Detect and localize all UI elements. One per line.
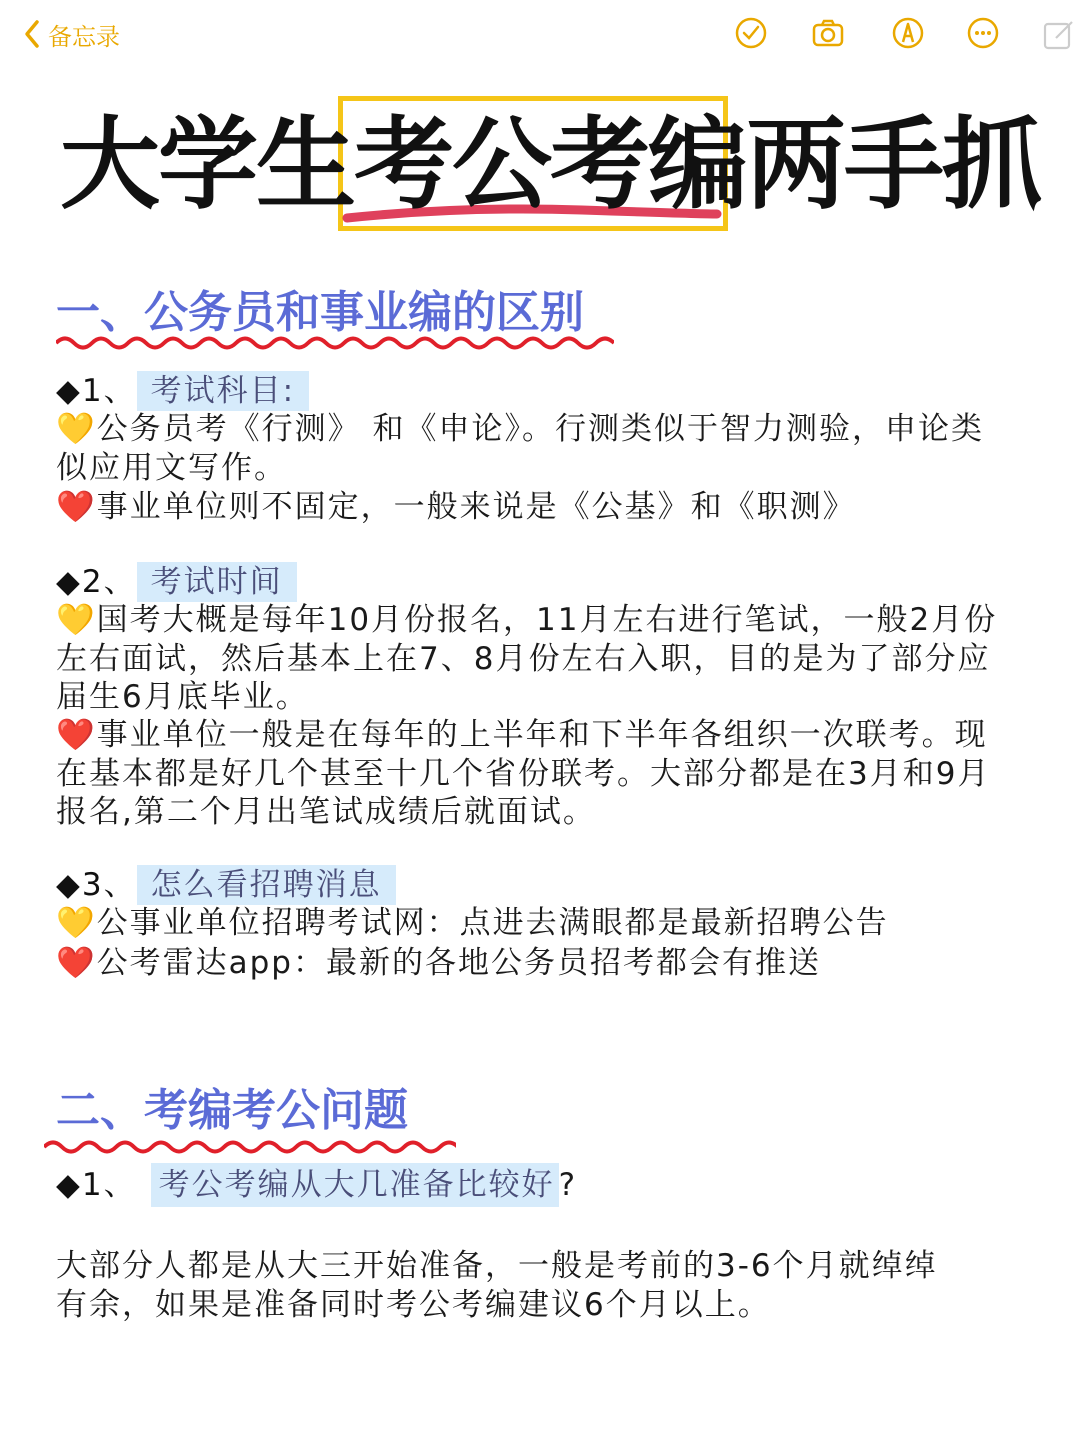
title-part-3: 两手抓 [746, 106, 1040, 223]
back-label[interactable]: 备忘录 [48, 22, 120, 51]
item-2-line-4: ❤️事业单位一般是在每年的上半年和下半年各组织一次联考。现 [56, 717, 988, 753]
question-1-suffix: ? [558, 1167, 578, 1203]
question-1-prefix: ◆1、 [56, 1167, 137, 1203]
answer-line-2: 有余，如果是准备同时考公考编建议6个月以上。 [56, 1287, 771, 1323]
chevron-left-icon [22, 19, 42, 49]
question-1-header [56, 1166, 577, 1204]
camera-icon [811, 16, 845, 50]
item-2-line-6: 报名,第二个月出笔试成绩后就面试。 [56, 794, 596, 830]
item-1-line-2: 似应用文写作。 [56, 450, 287, 486]
more-button[interactable] [966, 16, 1000, 50]
camera-button[interactable] [811, 16, 845, 50]
notes-toolbar [0, 0, 1080, 70]
question-1-label: 考公考编从大几准备比较好 [151, 1163, 559, 1207]
title-part-1: 大学生 [60, 106, 354, 223]
item-2-line-3: 届生6月底毕业。 [56, 679, 309, 715]
compose-button[interactable] [1042, 18, 1076, 52]
section-2-heading: 二、考编考公问题 [56, 1085, 408, 1136]
item-2-prefix: ◆2、 [56, 564, 137, 600]
markup-pen-icon [891, 16, 925, 50]
item-2-line-2: 左右面试，然后基本上在7、8月份左右入职，目的是为了部分应 [56, 641, 991, 677]
item-2-header [56, 563, 297, 601]
item-1-prefix: ◆1、 [56, 373, 137, 409]
section-1-wavy-underline [56, 334, 614, 352]
item-2-label: 考试时间 [137, 562, 297, 602]
item-3-prefix: ◆3、 [56, 867, 137, 903]
item-3-line-1: 💛公事业单位招聘考试网：点进去满眼都是最新招聘公告 [56, 905, 889, 941]
note-title [0, 90, 1080, 240]
checkmark-circle-icon [734, 16, 768, 50]
section-2-wavy-underline [44, 1138, 456, 1156]
section-1-heading: 一、公务员和事业编的区别 [56, 287, 584, 338]
item-3-line-2: ❤️公考雷达app：最新的各地公务员招考都会有推送 [56, 945, 821, 981]
item-2-line-1: 💛国考大概是每年10月份报名，11月左右进行笔试，一般2月份 [56, 602, 998, 638]
title-part-2: 考公考编 [354, 106, 746, 223]
item-2-line-5: 在基本都是好几个甚至十几个省份联考。大部分都是在3月和9月 [56, 756, 991, 792]
more-icon [966, 16, 1000, 50]
checklist-button[interactable] [734, 16, 768, 50]
item-1-header [56, 372, 309, 410]
item-1-line-1: 💛公务员考《行测》 和《申论》。行测类似于智力测验，申论类 [56, 411, 984, 447]
back-button[interactable] [22, 16, 120, 52]
markup-button[interactable] [891, 16, 925, 50]
answer-line-1: 大部分人都是从大三开始准备，一般是考前的3-6个月就绰绰 [56, 1248, 938, 1284]
item-3-header [56, 866, 396, 904]
item-1-label: 考试科目: [137, 371, 309, 411]
item-3-label: 怎么看招聘消息 [137, 865, 396, 905]
compose-icon [1042, 18, 1076, 52]
item-1-line-3: ❤️事业单位则不固定，一般来说是《公基》和《职测》 [56, 489, 856, 525]
